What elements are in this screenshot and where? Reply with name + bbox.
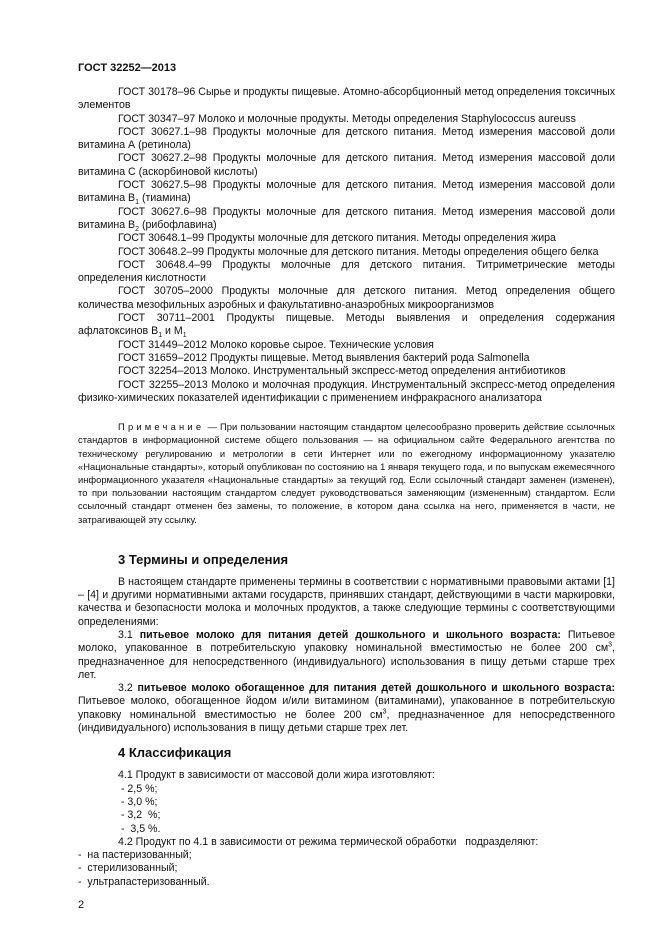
text-segment: ГОСТ 31449–2012 Молоко коровье сырое. Технические условия [118,338,434,351]
text-segment: ГОСТ 30648.4–99 Продукты молочные для детского питания. Титриметрические методы определения кислотности [78,258,615,285]
text-segment: ГОСТ 30627.1–98 Продукты молочные для детского питания. Метод измерения массовой доли витамина А (ретинола) [78,125,615,152]
text-segment: ГОСТ 30627.5–98 Продукты молочные для детского питания. Метод измерения массовой доли витамина В [78,179,615,205]
classification-line: - на пастеризованный; [78,849,192,862]
note [78,420,615,526]
text-segment: питьевое молоко для питания детей дошкольного и школьного возраста: [139,628,561,641]
reference-item [78,152,615,179]
reference-item [78,352,615,365]
document-page [78,0,615,932]
classification-line: - ультрапастеризованный. [78,875,210,888]
reference-item [78,259,615,286]
text-segment: , предназначенное для непосредственного (индивидуального) использования в пищу детьми старше трех лет. [78,708,615,735]
classification-line: 4.2 Продукт по 4.1 в зависимости от режима термической обработки подразделяют: [118,835,539,848]
text-segment: 3.1 [118,628,140,641]
section-3-paragraph [78,629,615,682]
text-segment: 1 [158,332,163,340]
reference-item [78,312,615,339]
text-segment: ГОСТ 30627.2–98 Продукты молочные для детского питания. Метод измерения массовой доли витамина С (аскорбиновой кислоты) [78,152,615,178]
text-segment: Питьевое молоко, упакованное в потребительскую упаковку номинальной вместимостью не более 200 см [78,628,615,655]
section-3-paragraph [78,576,615,629]
text-segment: и М [162,325,183,338]
classification-line: - 3,0 %; [118,795,158,808]
classification-line: - 3,2 %; [118,809,161,822]
section-3-heading: 3 Термины и определения [118,551,289,567]
text-segment: Питьевое молоко, обогащенное йодом и/или витамином (витаминами), упакованное в потребительскую упаковку номинальной вместимостью не более 200 см [78,695,615,721]
text-segment: ГОСТ 30648.2–99 Продукты молочные для детского питания. Методы определения общего белка [118,245,599,258]
text-segment: ГОСТ 30705–2000 Продукты молочные для детского питания. Метод определения общего количества мезофильных аэробных и факультативно-анаэробных микроорганизмов [78,285,615,311]
text-segment: ГОСТ 32254–2013 Молоко. Инструментальный экспресс-метод определения антибиотиков [118,365,566,378]
text-segment: 1 [182,332,187,340]
text-segment: 3 [608,641,613,649]
note-label: Примечание [118,421,205,433]
reference-item [78,179,615,206]
text-segment: ГОСТ 31659–2012 Продукты пищевые. Метод выявления бактерий рода Salmonella [118,351,530,364]
note-text: — При пользовании настоящим стандартом целесообразно проверить действие ссылочных стандартов в информационной системе общего пользования — на официальном сайте Федерального агентства по техническому регулированию и метрологии в сети Интернет или по ежегодному информационному указателю «Национальные стандарты», который опубликован по состоянию на 1 января текущего года, и по выпускам ежемесячного информационного указателя «Национальные стандарты» за текущий год. Если ссылочный стандарт заменен (изменен), то при пользовании настоящим стандартом следует руководствоваться заменяющим (измененным) стандартом. Если ссылочный стандарт отменен без замены, то положение, в котором дана ссылка на него, применяется в части, не затрагивающей эту ссылку. [78,421,615,525]
text-segment: 3.2 [118,682,138,695]
reference-item [78,206,615,233]
text-segment: (рибофлавина) [139,218,217,231]
classification-line: - 2,5 %; [118,782,158,795]
text-segment: 3 [382,708,387,716]
section-4-heading: 4 Классификация [118,745,232,761]
text-segment: , предназначенное для непосредственного (индивидуального) использования в пищу детьми старше трех лет. [78,642,615,681]
reference-item [78,365,615,378]
text-segment: питьевое молоко обогащенное для питания детей дошкольного и школьного возраста: [137,682,616,695]
reference-item [78,339,615,352]
text-segment: 1 [135,199,140,207]
reference-item [78,285,615,312]
text-segment: 2 [135,226,140,234]
section-4-body [78,769,615,889]
reference-item [78,126,615,153]
reference-item [78,232,615,245]
reference-item [78,113,615,126]
reference-item [78,86,615,113]
document-header: ГОСТ 32252—2013 [78,62,177,74]
text-segment: ГОСТ 30627.6–98 Продукты молочные для детского питания. Метод измерения массовой доли витамина В [78,205,615,231]
reference-item [78,246,615,259]
reference-item [78,379,615,406]
text-segment: ГОСТ 32255–2013 Молоко и молочная продукция. Инструментальный экспресс-метод определения физико-химических показателей идентификации с применением инфракрасного анализатора [78,378,615,404]
text-segment: ГОСТ 30178–96 Сырье и продукты пищевые. Атомно-абсорбционный метод определения токсичных элементов [78,86,615,112]
classification-line: - 3,5 %. [118,822,161,835]
page-number: 2 [78,898,85,911]
text-segment: ГОСТ 30648.1–99 Продукты молочные для детского питания. Методы определения жира [118,232,556,245]
section-3-paragraph [78,682,615,735]
section-3-body [78,576,615,736]
normative-references-list [78,86,615,405]
classification-line: 4.1 Продукт в зависимости от массовой доли жира изготовляют: [118,769,435,782]
text-segment: ГОСТ 30347–97 Молоко и молочные продукты. Методы определения Staphylococcus aureuss [118,112,576,125]
text-segment: ГОСТ 30711–2001 Продукты пищевые. Методы выявления и определения содержания афлатоксинов В [78,312,615,338]
text-segment: В настоящем стандарте применены термины в соответствии с нормативными правовыми актами [1] – [4] и другими нормативными актами государств, принявших стандарт, действующими в части маркировки, качества и безопасности молока и молочных продуктов, а также следующие термины с соответствующими определениями: [78,575,615,628]
classification-line: - стерилизованный; [78,862,178,875]
text-segment: (тиамина) [139,192,191,205]
